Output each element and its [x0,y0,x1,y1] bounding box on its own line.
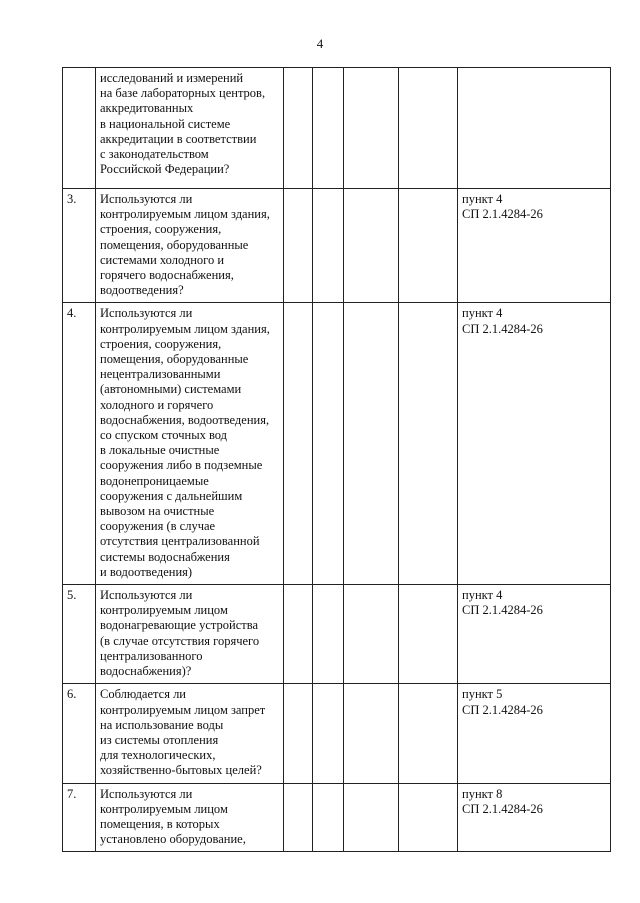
table-row [63,684,611,783]
not-applicable-cell [344,303,399,585]
requirement-reference: пункт 4 СП 2.1.4284-26 [458,303,611,585]
table-row [63,585,611,684]
answer-yes-cell [284,303,313,585]
answer-no-cell [313,585,344,684]
not-applicable-cell [344,783,399,852]
comment-cell [399,585,458,684]
question-text: Используются ли контролируемым лицом помещения, в которых установлено оборудование, [96,783,284,852]
row-number: 3. [63,189,96,303]
requirement-reference: пункт 4 СП 2.1.4284-26 [458,585,611,684]
comment-cell [399,303,458,585]
question-text: исследований и измерений на базе лабораторных центров, аккредитованных в национальной системе аккредитации в соответствии с законодательством Российской Федерации? [96,68,284,189]
row-number [63,68,96,189]
page-number: 4 [316,36,324,51]
question-text: Используются ли контролируемым лицом водонагревающие устройства (в случае отсутствия горячего централизованного водоснабжения)? [96,585,284,684]
answer-yes-cell [284,189,313,303]
answer-no-cell [313,189,344,303]
comment-cell [399,783,458,852]
question-text: Используются ли контролируемым лицом здания, строения, сооружения, помещения, оборудованные системами холодного и горячего водоснабжения, водоотведения? [96,189,284,303]
not-applicable-cell [344,189,399,303]
row-number: 6. [63,684,96,783]
checklist-table [62,67,611,852]
comment-cell [399,68,458,189]
answer-no-cell [313,783,344,852]
table-row [63,189,611,303]
requirement-reference [458,68,611,189]
table-row [63,68,611,189]
row-number: 4. [63,303,96,585]
question-text: Используются ли контролируемым лицом здания, строения, сооружения, помещения, оборудованные нецентрализованными (автономными) системами холодного и горячего водоснабжения, водоотведения, со спуском сточных вод в локальные очистные сооружения либо в подземные водонепроницаемые сооружения с дальнейшим вывозом на очистные сооружения (в случае отсутствия централизованной системы водоснабжения и водоотведения) [96,303,284,585]
not-applicable-cell [344,684,399,783]
question-text: Соблюдается ли контролируемым лицом запрет на использование воды из системы отопления для технологических, хозяйственно-бытовых целей? [96,684,284,783]
table-row [63,303,611,585]
answer-yes-cell [284,68,313,189]
not-applicable-cell [344,68,399,189]
comment-cell [399,189,458,303]
answer-yes-cell [284,585,313,684]
requirement-reference: пункт 8 СП 2.1.4284-26 [458,783,611,852]
row-number: 5. [63,585,96,684]
comment-cell [399,684,458,783]
answer-no-cell [313,68,344,189]
answer-yes-cell [284,783,313,852]
answer-no-cell [313,684,344,783]
answer-no-cell [313,303,344,585]
answer-yes-cell [284,684,313,783]
row-number: 7. [63,783,96,852]
requirement-reference: пункт 4 СП 2.1.4284-26 [458,189,611,303]
table-row [63,783,611,852]
not-applicable-cell [344,585,399,684]
requirement-reference: пункт 5 СП 2.1.4284-26 [458,684,611,783]
